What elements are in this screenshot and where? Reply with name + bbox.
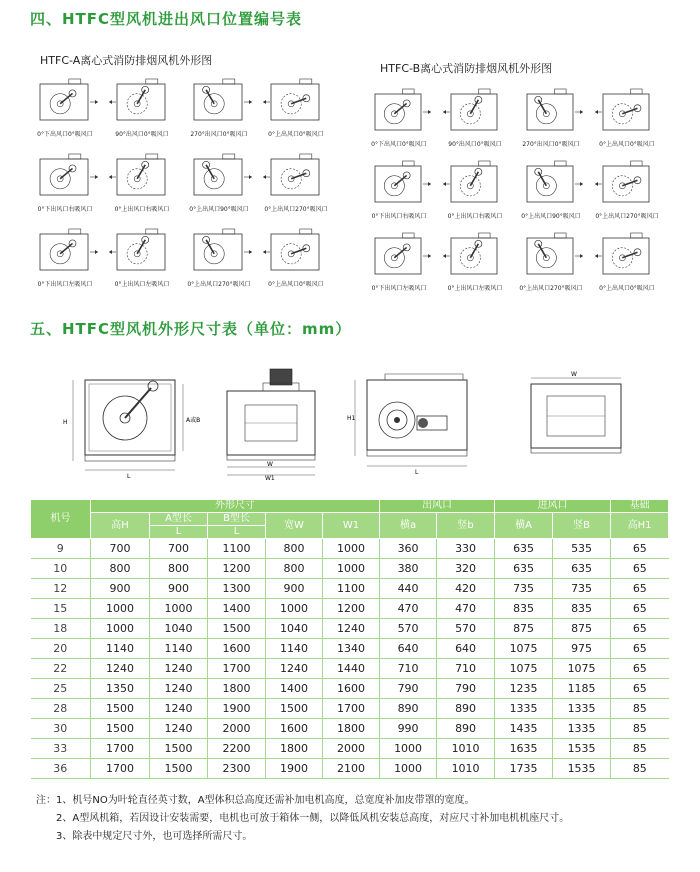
diagram-caption: 0°上出风口右吸风口 <box>114 206 170 213</box>
fan-diagram-icon <box>184 226 254 278</box>
table-cell: 790 <box>437 679 495 699</box>
fig-b-diagram-6 <box>441 158 509 222</box>
fan-diagram-icon <box>30 76 100 128</box>
fan-diagram-icon <box>593 230 661 282</box>
diagram-caption: 0°上出风口0°吸风口 <box>268 281 324 288</box>
table-row <box>31 679 669 699</box>
notes <box>36 792 569 846</box>
table-cell: 1340 <box>323 639 380 659</box>
table-cell: 18 <box>31 619 91 639</box>
table-cell: 9 <box>31 539 91 559</box>
th-outlet-b: 竖b <box>437 513 495 539</box>
fig-b-diagram-9 <box>365 230 433 294</box>
fan-diagram-icon <box>593 158 661 210</box>
dim-label-w1: W1 <box>265 475 275 482</box>
fan-diagram-icon <box>30 226 100 278</box>
table-cell: 1075 <box>553 659 611 679</box>
table-cell: 1335 <box>553 719 611 739</box>
diagram-caption: 0°下出风口0°吸风口 <box>37 131 93 138</box>
table-cell: 640 <box>380 639 437 659</box>
fig-a-title: HTFC-A离心式消防排烟风机外形图 <box>40 54 213 67</box>
diagram-caption: 0°上出风口右吸风口 <box>447 213 503 220</box>
note-1: 注：1、机号NO为叶轮直径英寸数，A型体积总高度还需补加电机高度，总宽度补加皮带罩的宽度。 <box>36 795 475 806</box>
th-base: 基础 <box>611 500 669 513</box>
diagram-caption: 0°上出风口90°吸风口 <box>189 206 249 213</box>
diagram-caption: 270°出风口0°吸风口 <box>522 141 580 148</box>
table-cell: 1535 <box>553 739 611 759</box>
fig-a-diagram-11 <box>184 226 254 290</box>
table-cell: 360 <box>380 539 437 559</box>
fig-b-diagram-7 <box>517 158 585 222</box>
table-cell: 1400 <box>208 599 266 619</box>
table-cell: 10 <box>31 559 91 579</box>
fan-diagram-icon <box>107 76 177 128</box>
fig-b-diagram-3 <box>517 86 585 150</box>
fig-a-diagram-9 <box>30 226 100 290</box>
table-cell: 700 <box>91 539 150 559</box>
diagram-caption: 0°下出风口左吸风口 <box>371 285 427 292</box>
fan-diagram-icon <box>517 230 585 282</box>
table-cell: 420 <box>437 579 495 599</box>
fan-diagram-icon <box>441 86 509 138</box>
th-b-len: B型长 <box>208 513 266 526</box>
table-cell: 1240 <box>91 659 150 679</box>
table-cell: 700 <box>150 539 208 559</box>
table-row <box>31 739 669 759</box>
table-cell: 1335 <box>553 699 611 719</box>
table-cell: 1435 <box>495 719 553 739</box>
diagram-caption: 0°下出风口右吸风口 <box>37 206 93 213</box>
table-cell: 1100 <box>208 539 266 559</box>
diagram-caption: 270°出风口0°吸风口 <box>190 131 248 138</box>
table-cell: 85 <box>611 699 669 719</box>
th-l1: L <box>150 526 208 539</box>
table-cell: 65 <box>611 539 669 559</box>
table-cell: 1040 <box>150 619 208 639</box>
fig-a-diagram-10 <box>107 226 177 290</box>
table-cell: 570 <box>380 619 437 639</box>
fan-diagram-icon <box>184 151 254 203</box>
fan-diagram-icon <box>365 230 433 282</box>
table-row <box>31 599 669 619</box>
table-cell: 800 <box>266 539 323 559</box>
table-cell: 1335 <box>495 699 553 719</box>
note-3: 3、除表中规定尺寸外，也可选择所需尺寸。 <box>56 831 253 842</box>
table-cell: 1200 <box>323 599 380 619</box>
table-row <box>31 699 669 719</box>
table-cell: 1900 <box>208 699 266 719</box>
table-cell: 2200 <box>208 739 266 759</box>
table-cell: 535 <box>553 539 611 559</box>
table-row <box>31 619 669 639</box>
table-cell: 1240 <box>150 679 208 699</box>
section5-title: 五、HTFC型风机外形尺寸表（单位：mm） <box>30 320 352 338</box>
fan-diagram-icon <box>107 151 177 203</box>
table-cell: 890 <box>437 699 495 719</box>
table-cell: 800 <box>150 559 208 579</box>
fig-a-diagram-4 <box>261 76 331 140</box>
section4-title: 四、HTFC型风机进出风口位置编号表 <box>30 10 303 28</box>
table-cell: 85 <box>611 759 669 779</box>
table-cell: 1075 <box>495 639 553 659</box>
fig-b-diagram-11 <box>517 230 585 294</box>
table-cell: 800 <box>91 559 150 579</box>
fig-a-diagram-7 <box>184 151 254 215</box>
dim-label-h: H <box>63 419 68 426</box>
table-cell: 1700 <box>323 699 380 719</box>
table-cell: 710 <box>437 659 495 679</box>
table-cell: 65 <box>611 559 669 579</box>
table-cell: 65 <box>611 659 669 679</box>
th-w1: W1 <box>323 513 380 539</box>
table-cell: 36 <box>31 759 91 779</box>
table-cell: 1000 <box>380 739 437 759</box>
fig-a-diagram-2 <box>107 76 177 140</box>
fig-b-diagram-1 <box>365 86 433 150</box>
table-row <box>31 659 669 679</box>
fig-b-diagram-10 <box>441 230 509 294</box>
dim-label-aorb: A或B <box>186 417 201 424</box>
table-cell: 1010 <box>437 759 495 779</box>
dim-label-l: L <box>127 473 131 480</box>
fan-diagram-icon <box>517 158 585 210</box>
table-cell: 1400 <box>266 679 323 699</box>
fig-b-diagram-5 <box>365 158 433 222</box>
table-cell: 1100 <box>323 579 380 599</box>
table-cell: 900 <box>150 579 208 599</box>
fig-b-diagram-4 <box>593 86 661 150</box>
diagram-caption: 0°上出风口0°吸风口 <box>599 285 655 292</box>
table-cell: 1700 <box>91 739 150 759</box>
th-w: 宽W <box>266 513 323 539</box>
table-cell: 330 <box>437 539 495 559</box>
table-cell: 1500 <box>266 699 323 719</box>
fan-diagram-icon <box>261 76 331 128</box>
table-cell: 65 <box>611 679 669 699</box>
table-cell: 440 <box>380 579 437 599</box>
table-cell: 65 <box>611 619 669 639</box>
fig-a-diagram-3 <box>184 76 254 140</box>
table-cell: 1075 <box>495 659 553 679</box>
table-cell: 30 <box>31 719 91 739</box>
table-cell: 1440 <box>323 659 380 679</box>
table-cell: 1600 <box>208 639 266 659</box>
fig-b-title: HTFC-B离心式消防排烟风机外形图 <box>380 62 553 75</box>
th-a-len: A型长 <box>150 513 208 526</box>
diagram-caption: 0°上出风口270°吸风口 <box>264 206 328 213</box>
table-cell: 1700 <box>91 759 150 779</box>
th-h: 高H <box>91 513 150 539</box>
dim-label-l-b: L <box>415 469 419 476</box>
table-cell: 1235 <box>495 679 553 699</box>
th-inlet-a: 横A <box>495 513 553 539</box>
table-cell: 1140 <box>266 639 323 659</box>
table-cell: 1000 <box>150 599 208 619</box>
table-cell: 875 <box>495 619 553 639</box>
table-cell: 320 <box>437 559 495 579</box>
diagram-caption: 90°出风口0°吸风口 <box>115 131 169 138</box>
th-outer: 外形尺寸 <box>91 500 380 513</box>
table-cell: 1140 <box>150 639 208 659</box>
table-cell: 20 <box>31 639 91 659</box>
table-cell: 15 <box>31 599 91 619</box>
table-cell: 1240 <box>150 659 208 679</box>
diagram-caption: 0°下出风口0°吸风口 <box>371 141 427 148</box>
table-cell: 470 <box>437 599 495 619</box>
table-cell: 975 <box>553 639 611 659</box>
dimension-table <box>30 499 669 779</box>
table-cell: 25 <box>31 679 91 699</box>
dimension-drawing-b-side <box>525 370 635 464</box>
table-cell: 1000 <box>323 539 380 559</box>
fig-a-diagram-8 <box>261 151 331 215</box>
diagram-caption: 0°上出风口90°吸风口 <box>521 213 581 220</box>
table-cell: 2000 <box>323 739 380 759</box>
table-cell: 900 <box>91 579 150 599</box>
table-cell: 1000 <box>91 599 150 619</box>
table-cell: 2000 <box>208 719 266 739</box>
fig-b-diagram-12 <box>593 230 661 294</box>
table-cell: 890 <box>437 719 495 739</box>
diagram-caption: 0°上出风口0°吸风口 <box>599 141 655 148</box>
table-cell: 1800 <box>323 719 380 739</box>
table-cell: 1500 <box>91 719 150 739</box>
table-cell: 1735 <box>495 759 553 779</box>
fan-diagram-icon <box>441 158 509 210</box>
table-cell: 2100 <box>323 759 380 779</box>
diagram-caption: 90°出风口0°吸风口 <box>448 141 502 148</box>
table-cell: 635 <box>495 539 553 559</box>
table-cell: 570 <box>437 619 495 639</box>
table-cell: 1000 <box>91 619 150 639</box>
table-cell: 1185 <box>553 679 611 699</box>
table-cell: 1350 <box>91 679 150 699</box>
table-cell: 1240 <box>323 619 380 639</box>
table-cell: 635 <box>553 559 611 579</box>
diagram-caption: 0°上出风口270°吸风口 <box>187 281 251 288</box>
fig-b-diagram-8 <box>593 158 661 222</box>
dimension-drawing-a-side <box>215 365 330 484</box>
table-cell: 470 <box>380 599 437 619</box>
table-cell: 1000 <box>323 559 380 579</box>
table-cell: 1800 <box>266 739 323 759</box>
table-row <box>31 759 669 779</box>
table-cell: 1200 <box>208 559 266 579</box>
table-cell: 1040 <box>266 619 323 639</box>
table-row <box>31 719 669 739</box>
th-inlet: 进风口 <box>495 500 611 513</box>
table-cell: 1800 <box>208 679 266 699</box>
th-l2: L <box>208 526 266 539</box>
diagram-caption: 0°上出风口270°吸风口 <box>519 285 583 292</box>
dim-label-h1: H1 <box>347 415 356 422</box>
diagram-caption: 0°上出风口270°吸风口 <box>595 213 659 220</box>
table-cell: 22 <box>31 659 91 679</box>
table-row <box>31 639 669 659</box>
fig-a-diagram-5 <box>30 151 100 215</box>
note-2: 2、A型风机箱，若因设计安装需要，电机也可放于箱体一侧，以降低风机安装总高度，对应尺寸补加电机机座尺寸。 <box>56 813 570 824</box>
th-outlet: 出风口 <box>380 500 495 513</box>
fan-diagram-icon <box>184 76 254 128</box>
fig-a-diagram-12 <box>261 226 331 290</box>
table-row <box>31 539 669 559</box>
table-cell: 835 <box>553 599 611 619</box>
th-h1: 高H1 <box>611 513 669 539</box>
fan-diagram-icon <box>593 86 661 138</box>
table-cell: 65 <box>611 639 669 659</box>
table-cell: 735 <box>553 579 611 599</box>
fan-diagram-icon <box>365 86 433 138</box>
fan-diagram-icon <box>517 86 585 138</box>
dimension-drawing-b-front <box>345 368 485 482</box>
table-cell: 1010 <box>437 739 495 759</box>
table-cell: 1600 <box>266 719 323 739</box>
table-cell: 1635 <box>495 739 553 759</box>
table-cell: 28 <box>31 699 91 719</box>
fig-a-diagram-1 <box>30 76 100 140</box>
table-cell: 800 <box>266 559 323 579</box>
table-cell: 2300 <box>208 759 266 779</box>
table-row <box>31 559 669 579</box>
table-cell: 890 <box>380 699 437 719</box>
th-model: 机号 <box>31 500 91 539</box>
table-cell: 990 <box>380 719 437 739</box>
dim-label-w: W <box>267 461 273 468</box>
table-cell: 65 <box>611 599 669 619</box>
diagram-caption: 0°上出风口左吸风口 <box>447 285 503 292</box>
table-cell: 875 <box>553 619 611 639</box>
table-cell: 85 <box>611 739 669 759</box>
fan-diagram-icon <box>441 230 509 282</box>
table-cell: 1900 <box>266 759 323 779</box>
table-cell: 1500 <box>150 739 208 759</box>
fan-diagram-icon <box>30 151 100 203</box>
table-cell: 85 <box>611 719 669 739</box>
table-cell: 12 <box>31 579 91 599</box>
table-cell: 1700 <box>208 659 266 679</box>
table-cell: 790 <box>380 679 437 699</box>
table-cell: 33 <box>31 739 91 759</box>
table-cell: 1240 <box>150 719 208 739</box>
fan-diagram-icon <box>261 151 331 203</box>
table-cell: 735 <box>495 579 553 599</box>
th-outlet-a: 横a <box>380 513 437 539</box>
table-row <box>31 579 669 599</box>
table-cell: 1000 <box>380 759 437 779</box>
diagram-caption: 0°上出风口左吸风口 <box>114 281 170 288</box>
diagram-caption: 0°下出风口左吸风口 <box>37 281 93 288</box>
fan-diagram-icon <box>107 226 177 278</box>
table-cell: 1500 <box>150 759 208 779</box>
table-cell: 1140 <box>91 639 150 659</box>
table-cell: 640 <box>437 639 495 659</box>
table-cell: 710 <box>380 659 437 679</box>
diagram-caption: 0°上出风口0°吸风口 <box>268 131 324 138</box>
fig-b-diagram-2 <box>441 86 509 150</box>
table-cell: 1000 <box>266 599 323 619</box>
table-cell: 900 <box>266 579 323 599</box>
dimension-drawing-a-front <box>55 370 201 484</box>
table-cell: 1500 <box>91 699 150 719</box>
table-cell: 1500 <box>208 619 266 639</box>
dim-label-w-b: W <box>571 371 577 378</box>
fan-diagram-icon <box>261 226 331 278</box>
table-cell: 1535 <box>553 759 611 779</box>
diagram-caption: 0°下出风口右吸风口 <box>371 213 427 220</box>
th-inlet-b: 竖B <box>553 513 611 539</box>
table-cell: 835 <box>495 599 553 619</box>
table-cell: 380 <box>380 559 437 579</box>
fig-a-diagram-6 <box>107 151 177 215</box>
table-cell: 635 <box>495 559 553 579</box>
table-cell: 65 <box>611 579 669 599</box>
table-cell: 1240 <box>150 699 208 719</box>
fan-diagram-icon <box>365 158 433 210</box>
table-cell: 1300 <box>208 579 266 599</box>
table-cell: 1600 <box>323 679 380 699</box>
table-cell: 1240 <box>266 659 323 679</box>
